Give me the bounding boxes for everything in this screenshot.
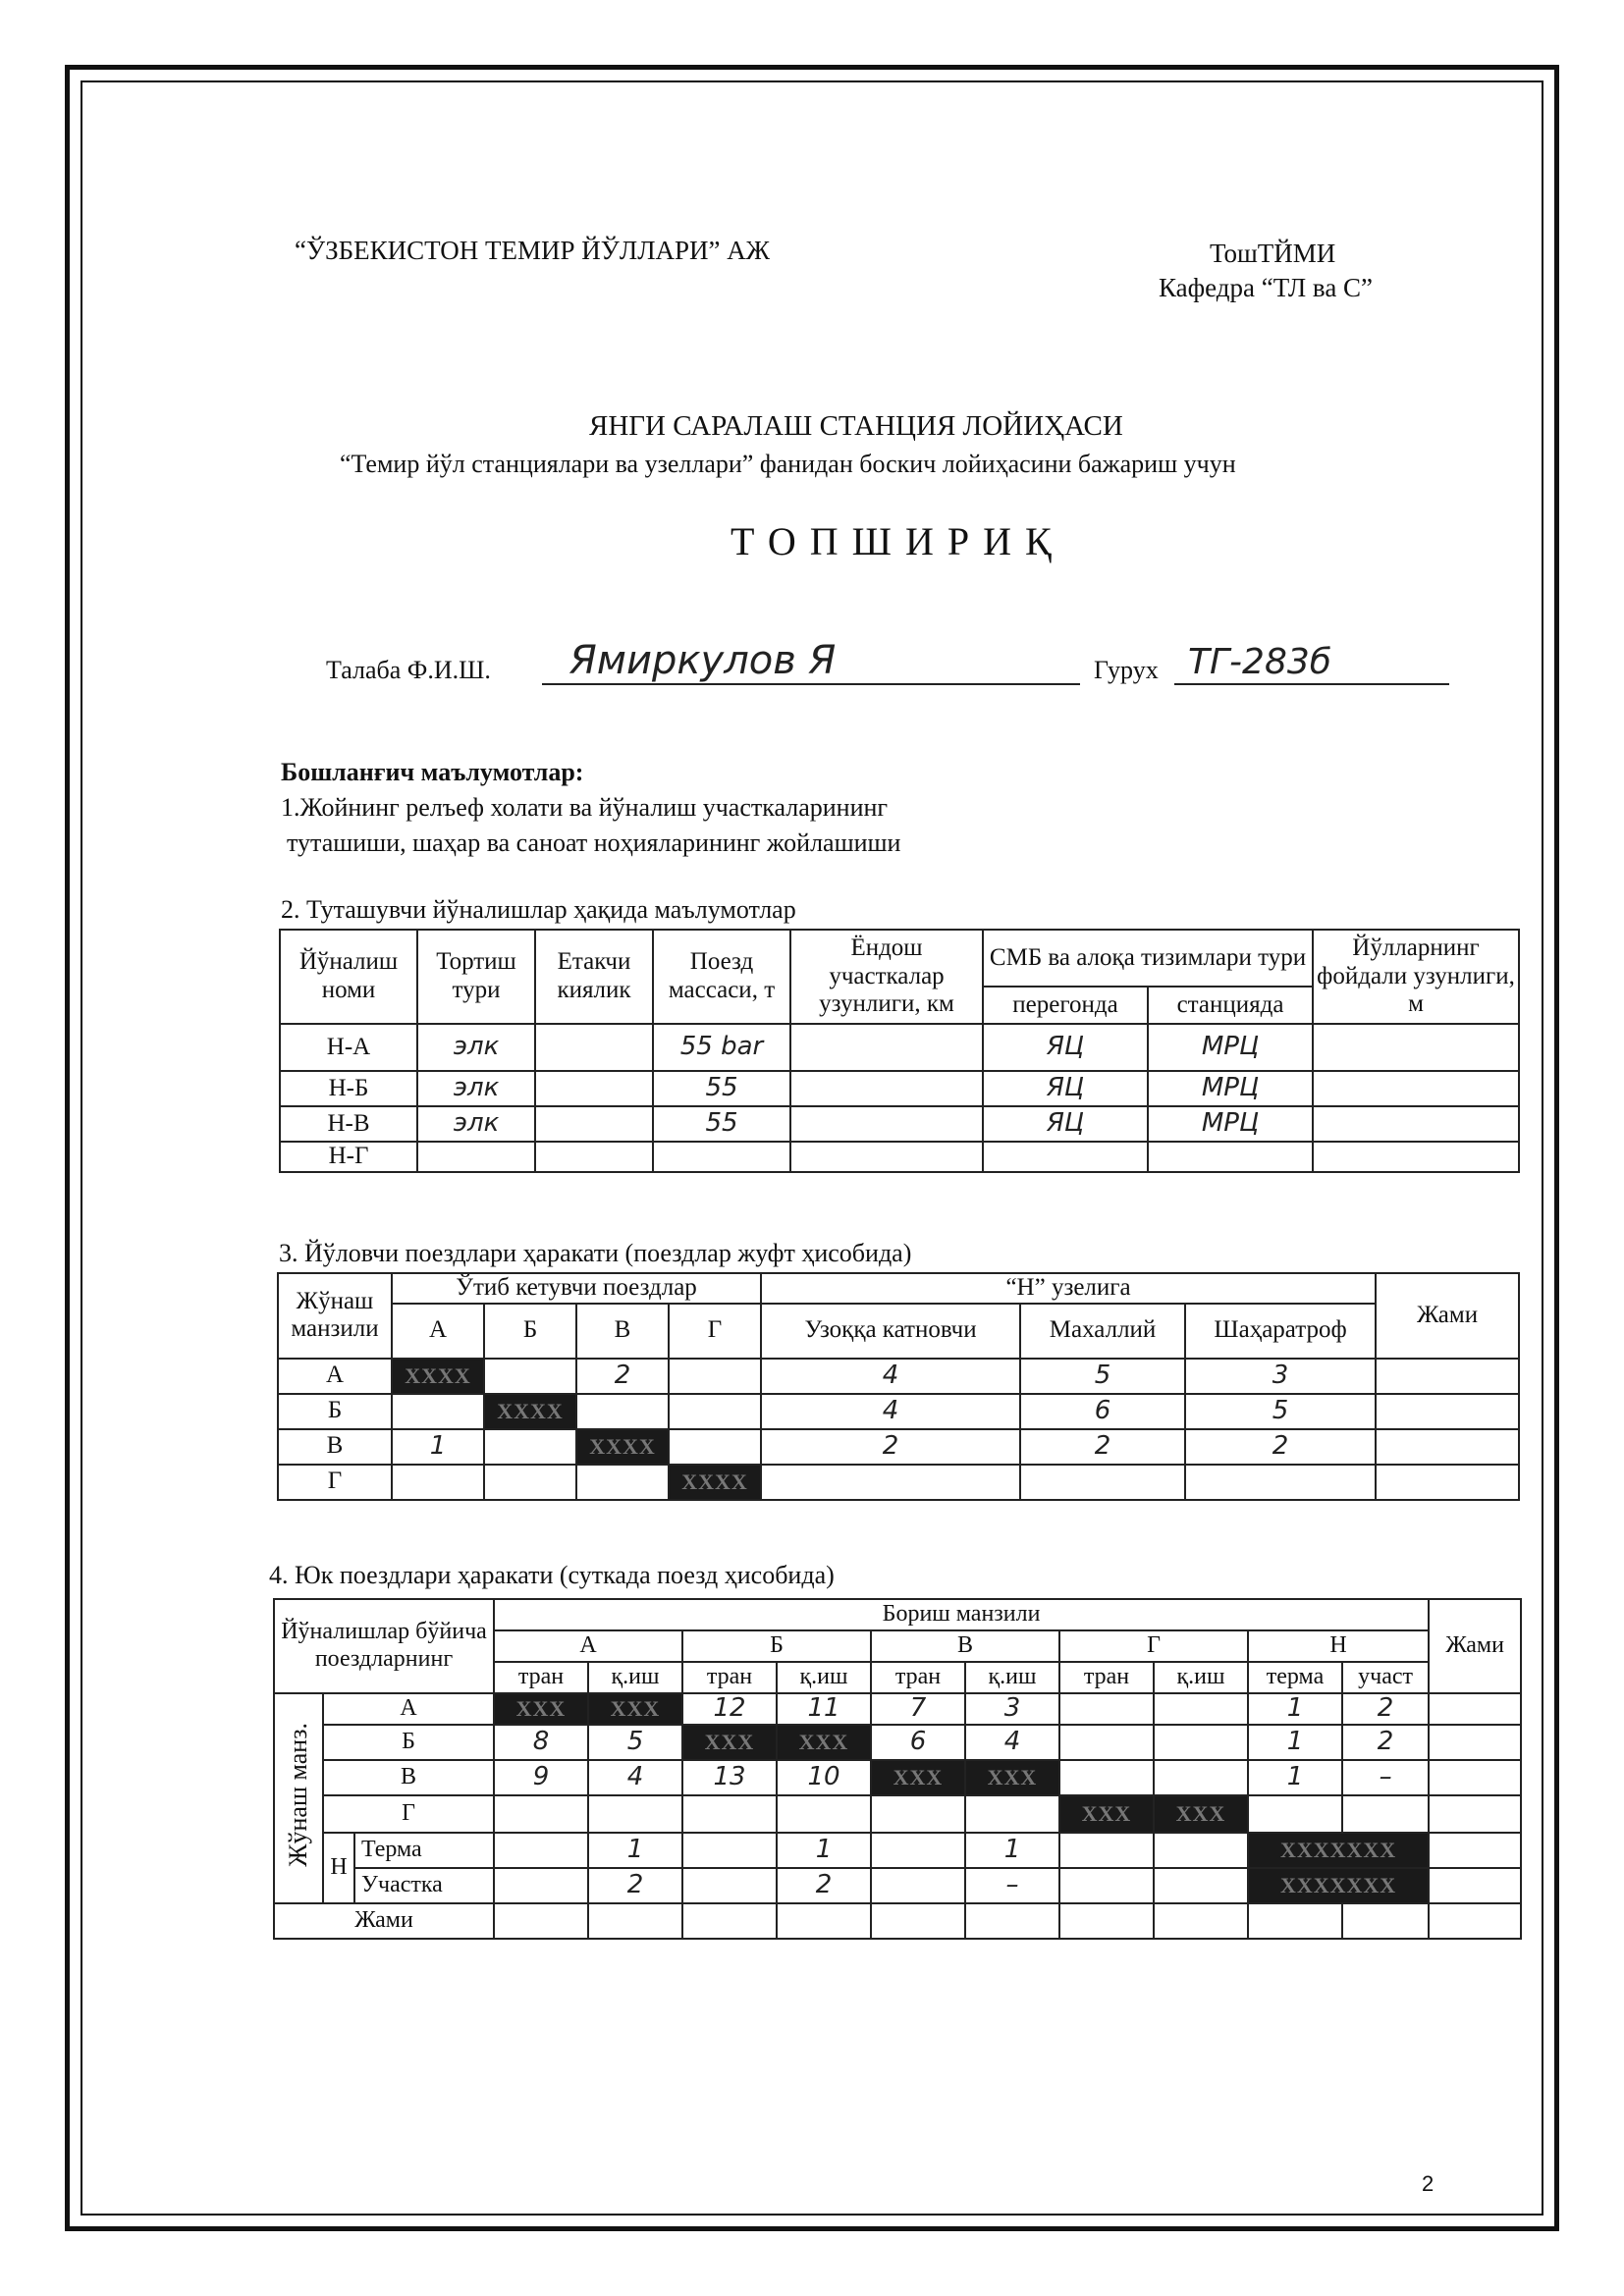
cell-value: 2: [761, 1429, 1020, 1465]
mass-value: 55: [653, 1071, 790, 1106]
useful-value: [1313, 1106, 1519, 1142]
org-right: ТошТЙМИ: [1210, 239, 1336, 268]
cell-value: [1154, 1693, 1248, 1725]
initial-line1: 1.Жойнинг релъеф холати ва йўналиш участкаларининг: [281, 793, 889, 822]
station-value: МРЦ: [1148, 1106, 1313, 1142]
cell-value: –: [1342, 1760, 1429, 1795]
cell-value: [1059, 1903, 1154, 1939]
origin-vertical-label: Жўнаш манз.: [274, 1693, 323, 1903]
hdr-tran: тран: [1059, 1662, 1154, 1693]
student-name: Ямиркулов Я: [569, 638, 837, 683]
group-underline: [1174, 683, 1449, 685]
cell-value: [777, 1903, 871, 1939]
cell-value: [1376, 1465, 1519, 1500]
cell-value: [484, 1359, 576, 1394]
cell-value: 9: [494, 1760, 588, 1795]
cell-value: [588, 1903, 682, 1939]
blocked-cell: XXXX: [576, 1429, 669, 1465]
hdr-tran: тран: [494, 1662, 588, 1693]
student-label: Талаба Ф.И.Ш.: [326, 656, 491, 684]
cell-value: 1: [1248, 1693, 1342, 1725]
origin-label: В: [278, 1429, 392, 1465]
useful-value: [1313, 1071, 1519, 1106]
blocked-cell: XXX: [588, 1693, 682, 1725]
origin-label: А: [278, 1359, 392, 1394]
cell-value: [576, 1394, 669, 1429]
cell-value: [965, 1795, 1059, 1833]
blocked-cell: XXX: [1154, 1795, 1248, 1833]
cell-value: 5: [588, 1725, 682, 1760]
cell-value: [1429, 1760, 1521, 1795]
cell-value: 11: [777, 1693, 871, 1725]
cell-value: 3: [965, 1693, 1059, 1725]
hdr-tran: тран: [682, 1662, 777, 1693]
cell-value: [1429, 1903, 1521, 1939]
cell-value: 4: [965, 1725, 1059, 1760]
hdr-train-mass: Поезд массаси, т: [653, 930, 790, 1024]
cell-value: [1248, 1795, 1342, 1833]
hdr-traction: Тортиш тури: [417, 930, 535, 1024]
hdr-term: терма: [1248, 1662, 1342, 1693]
section4-title: 4. Юк поездлари ҳаракати (суткада поезд ҳисобида): [269, 1561, 835, 1589]
cell-value: [1185, 1465, 1376, 1500]
cell-value: 1: [1248, 1725, 1342, 1760]
blocked-cell: XXXX: [669, 1465, 761, 1500]
blocked-cell: XXXXXXX: [1248, 1868, 1429, 1903]
slope-value: [535, 1024, 653, 1071]
traction-value: элк: [417, 1106, 535, 1142]
cell-value: [669, 1429, 761, 1465]
cell-value: 8: [494, 1725, 588, 1760]
hdr-a: А: [494, 1630, 682, 1662]
initial-heading: Бошланғич маълумотлар:: [281, 758, 584, 786]
cell-value: [1342, 1795, 1429, 1833]
origin-label-n: Н: [323, 1833, 354, 1903]
section3-title: 3. Йўловчи поездлари ҳаракати (поездлар жуфт ҳисобида): [279, 1239, 912, 1267]
hdr-slope: Етакчи киялик: [535, 930, 653, 1024]
hdr-useful-length: Йўлларнинг фойдали узунлиги, м: [1313, 930, 1519, 1024]
hdr-tran: тран: [871, 1662, 965, 1693]
blocked-cell: XXXX: [392, 1359, 484, 1394]
station-value: МРЦ: [1148, 1071, 1313, 1106]
hdr-section-length: Ёндош участкалар узунлиги, км: [790, 930, 983, 1024]
cell-value: 13: [682, 1760, 777, 1795]
cell-value: [1154, 1760, 1248, 1795]
traction-value: элк: [417, 1071, 535, 1106]
cell-value: 1: [777, 1833, 871, 1868]
cell-value: [1059, 1693, 1154, 1725]
hdr-kish: қ.иш: [1154, 1662, 1248, 1693]
cell-value: [777, 1795, 871, 1833]
cell-value: [1342, 1903, 1429, 1939]
hdr-n: Н: [1248, 1630, 1429, 1662]
cell-value: [484, 1429, 576, 1465]
department: Кафедра “ТЛ ва С”: [1159, 273, 1374, 302]
cell-value: [682, 1868, 777, 1903]
freight-table: [273, 1598, 1522, 1940]
row-uchastka-label: Участка: [354, 1868, 494, 1903]
cell-value: –: [965, 1868, 1059, 1903]
sub-title: “Темир йўл станциялари ва узеллари” фанидан боскич лойиҳасини бажариш учун: [340, 450, 1236, 478]
mass-value: [653, 1142, 790, 1172]
peregon-value: [983, 1142, 1148, 1172]
cell-value: [682, 1795, 777, 1833]
cell-value: [494, 1868, 588, 1903]
blocked-cell: XXXXXXX: [1248, 1833, 1429, 1868]
cell-value: [1059, 1833, 1154, 1868]
hdr-kish: қ.иш: [777, 1662, 871, 1693]
cell-value: 2: [1020, 1429, 1185, 1465]
main-title: ЯНГИ САРАЛАШ СТАНЦИЯ ЛОЙИҲАСИ: [589, 410, 1123, 442]
cell-value: [392, 1394, 484, 1429]
cell-value: [1154, 1903, 1248, 1939]
hdr-peregon: перегонда: [983, 987, 1148, 1024]
cell-value: [669, 1394, 761, 1429]
blocked-cell: XXXX: [484, 1394, 576, 1429]
hdr-station: станцияда: [1148, 987, 1313, 1024]
traction-value: элк: [417, 1024, 535, 1071]
hdr-origin: Жўнаш манзили: [278, 1273, 392, 1359]
route-name: Н-Г: [280, 1142, 417, 1172]
cell-value: [871, 1795, 965, 1833]
cell-value: [682, 1833, 777, 1868]
cell-value: [1429, 1725, 1521, 1760]
cell-value: [576, 1465, 669, 1500]
blocked-cell: XXX: [965, 1760, 1059, 1795]
length-value: [790, 1071, 983, 1106]
hdr-transit: Ўтиб кетувчи поездлар: [392, 1273, 761, 1304]
origin-label: Б: [278, 1394, 392, 1429]
origin-label: Г: [323, 1795, 494, 1833]
cell-value: [1154, 1868, 1248, 1903]
hdr-kish: қ.иш: [965, 1662, 1059, 1693]
cell-value: 2: [588, 1868, 682, 1903]
cell-value: [588, 1795, 682, 1833]
group-label: Гурух: [1094, 656, 1159, 684]
route-name: Н-Б: [280, 1071, 417, 1106]
cell-value: [1429, 1833, 1521, 1868]
row-total-label: Жами: [274, 1903, 494, 1939]
cell-value: [1059, 1868, 1154, 1903]
cell-value: 1: [392, 1429, 484, 1465]
cell-value: [1020, 1465, 1185, 1500]
cell-value: 2: [576, 1359, 669, 1394]
useful-value: [1313, 1142, 1519, 1172]
blocked-cell: XXX: [494, 1693, 588, 1725]
cell-value: 2: [1342, 1725, 1429, 1760]
cell-value: [1429, 1795, 1521, 1833]
cell-value: 2: [1342, 1693, 1429, 1725]
cell-value: [1059, 1760, 1154, 1795]
cell-value: [761, 1465, 1020, 1500]
origin-label: Г: [278, 1465, 392, 1500]
cell-value: 6: [1020, 1394, 1185, 1429]
cell-value: 7: [871, 1693, 965, 1725]
cell-value: 1: [965, 1833, 1059, 1868]
hdr-node: “Н” узелига: [761, 1273, 1376, 1304]
origin-label: А: [323, 1693, 494, 1725]
cell-value: [1429, 1693, 1521, 1725]
row-terma-label: Терма: [354, 1833, 494, 1868]
cell-value: [392, 1465, 484, 1500]
cell-value: 4: [588, 1760, 682, 1795]
hdr-signalling: СМБ ва алоқа тизимлари тури: [983, 930, 1313, 987]
blocked-cell: XXX: [871, 1760, 965, 1795]
peregon-value: ЯЦ: [983, 1024, 1148, 1071]
cell-value: 2: [777, 1868, 871, 1903]
useful-value: [1313, 1024, 1519, 1071]
hdr-corner: Йўналишлар бўйича поездларнинг: [274, 1599, 494, 1693]
student-name-underline: [542, 683, 1080, 685]
cell-value: [494, 1903, 588, 1939]
origin-label: Б: [323, 1725, 494, 1760]
initial-line2: туташиши, шаҳар ва саноат ноҳияларининг жойлашиши: [287, 828, 901, 857]
hdr-v: В: [871, 1630, 1059, 1662]
blocked-cell: XXX: [777, 1725, 871, 1760]
length-value: [790, 1142, 983, 1172]
mass-value: 55 bar: [653, 1024, 790, 1071]
hdr-kish: қ.иш: [588, 1662, 682, 1693]
cell-value: 3: [1185, 1359, 1376, 1394]
route-name: Н-В: [280, 1106, 417, 1142]
cell-value: [1376, 1359, 1519, 1394]
hdr-uchast: участ: [1342, 1662, 1429, 1693]
hdr-v: В: [576, 1304, 669, 1359]
peregon-value: ЯЦ: [983, 1071, 1148, 1106]
slope-value: [535, 1142, 653, 1172]
cell-value: [1376, 1394, 1519, 1429]
cell-value: 5: [1185, 1394, 1376, 1429]
cell-value: [1154, 1833, 1248, 1868]
cell-value: 12: [682, 1693, 777, 1725]
org-left: “ЎЗБЕКИСТОН ТЕМИР ЙЎЛЛАРИ” АЖ: [295, 236, 770, 265]
route-name: Н-А: [280, 1024, 417, 1071]
hdr-g: Г: [669, 1304, 761, 1359]
blocked-cell: XXX: [1059, 1795, 1154, 1833]
cell-value: 1: [588, 1833, 682, 1868]
cell-value: [1248, 1903, 1342, 1939]
hdr-local: Махаллий: [1020, 1304, 1185, 1359]
cell-value: [484, 1465, 576, 1500]
passenger-table: [277, 1272, 1520, 1501]
peregon-value: ЯЦ: [983, 1106, 1148, 1142]
task-title: ТОПШИРИҚ: [731, 519, 1065, 563]
cell-value: 6: [871, 1725, 965, 1760]
cell-value: [871, 1903, 965, 1939]
station-value: [1148, 1142, 1313, 1172]
cell-value: [494, 1795, 588, 1833]
cell-value: [1059, 1725, 1154, 1760]
cell-value: [682, 1903, 777, 1939]
hdr-a: А: [392, 1304, 484, 1359]
hdr-total: Жами: [1376, 1273, 1519, 1359]
section2-title: 2. Туташувчи йўналишлар ҳақида маълумотлар: [281, 895, 796, 924]
length-value: [790, 1106, 983, 1142]
hdr-b: Б: [682, 1630, 871, 1662]
cell-value: [669, 1359, 761, 1394]
cell-value: [494, 1833, 588, 1868]
cell-value: [871, 1868, 965, 1903]
traction-value: [417, 1142, 535, 1172]
blocked-cell: XXX: [682, 1725, 777, 1760]
cell-value: 10: [777, 1760, 871, 1795]
station-value: МРЦ: [1148, 1024, 1313, 1071]
cell-value: 5: [1020, 1359, 1185, 1394]
cell-value: 4: [761, 1394, 1020, 1429]
hdr-suburban: Шаҳаратроф: [1185, 1304, 1376, 1359]
cell-value: 1: [1248, 1760, 1342, 1795]
mass-value: 55: [653, 1106, 790, 1142]
routes-table: [279, 929, 1520, 1173]
cell-value: 2: [1185, 1429, 1376, 1465]
cell-value: [871, 1833, 965, 1868]
hdr-destination: Бориш манзили: [494, 1599, 1429, 1630]
slope-value: [535, 1071, 653, 1106]
length-value: [790, 1024, 983, 1071]
origin-label: В: [323, 1760, 494, 1795]
page-number: 2: [1422, 2171, 1435, 2196]
cell-value: 4: [761, 1359, 1020, 1394]
cell-value: [1429, 1868, 1521, 1903]
hdr-long-distance: Узоққа катновчи: [761, 1304, 1020, 1359]
slope-value: [535, 1106, 653, 1142]
cell-value: [1376, 1429, 1519, 1465]
hdr-route-name: Йўналиш номи: [280, 930, 417, 1024]
hdr-total: Жами: [1429, 1599, 1521, 1693]
hdr-b: Б: [484, 1304, 576, 1359]
cell-value: [1154, 1725, 1248, 1760]
group-value: ТГ-283б: [1188, 642, 1331, 682]
hdr-g: Г: [1059, 1630, 1248, 1662]
cell-value: [965, 1903, 1059, 1939]
